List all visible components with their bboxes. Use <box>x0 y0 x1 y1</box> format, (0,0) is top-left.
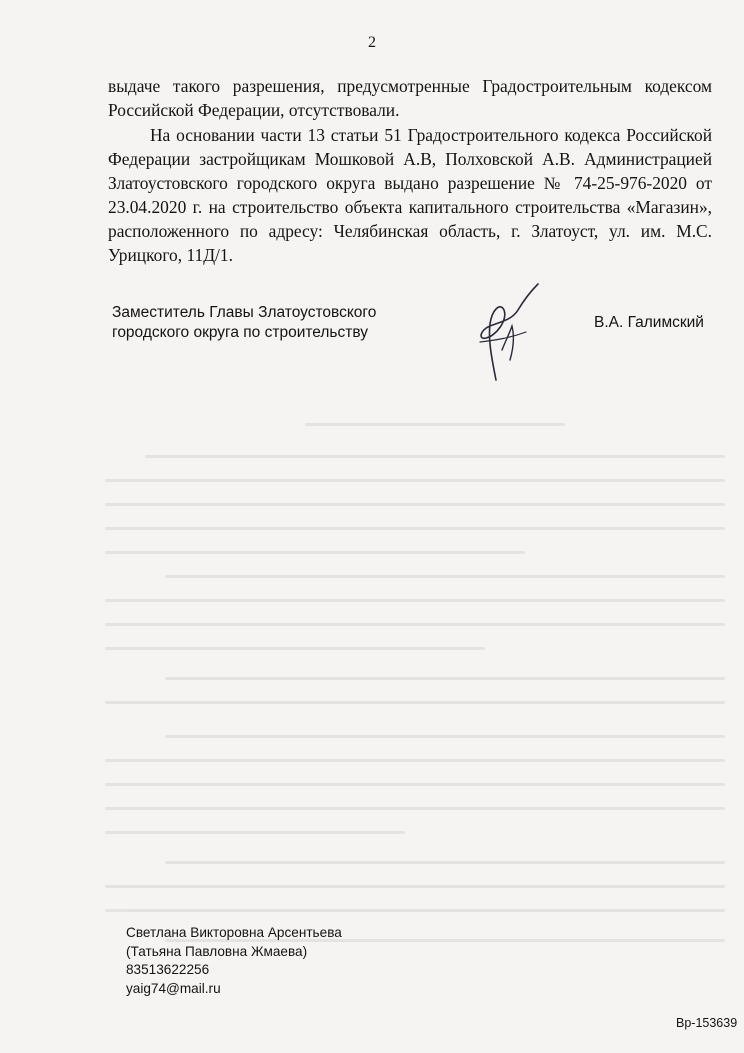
contact-block <box>126 924 342 998</box>
text-line: На основании части 13 статьи 51 Градостроительного кодекса Российской <box>150 125 712 145</box>
contact-alt-name: (Татьяна Павловна Жмаева) <box>126 943 308 959</box>
document-code: Вр-153639 <box>676 1016 738 1030</box>
contact-phone: 83513622256 <box>126 962 210 977</box>
text-line: расположенного по адресу: Челябинская область, г. Златоуст, ул. им. М.С. <box>108 221 712 241</box>
text-line: Федерации застройщикам Мошковой А.В, Полховской А.В. Администрацией <box>108 149 712 169</box>
contact-name: Светлана Викторовна Арсентьева <box>126 925 342 940</box>
paragraph-permit-conditions <box>108 74 712 122</box>
text-line: выдаче такого разрешения, предусмотренные Градостроительным кодексом <box>108 76 712 96</box>
text-line: Урицкого, 11Д/1. <box>108 245 233 265</box>
signer-name: В.А. Галимский <box>594 314 704 331</box>
text-line: Российской Федерации, отсутствовали. <box>108 100 400 120</box>
bleed-through-text <box>105 395 725 955</box>
contact-email: yaig74@mail.ru <box>126 980 221 996</box>
handwritten-signature <box>466 280 540 386</box>
paragraph-permit-issued <box>108 123 712 267</box>
text-line: Златоустовского городского округа выдано разрешение № 74-25-976-2020 от <box>108 173 712 193</box>
page-number: 2 <box>368 34 376 51</box>
signer-title-line: городского округа по строительству <box>112 324 368 341</box>
text-line: 23.04.2020 г. на строительство объекта капитального строительства «Магазин», <box>108 197 712 217</box>
signer-title <box>112 303 376 343</box>
signer-title-line: Заместитель Главы Златоустовского <box>112 304 377 321</box>
